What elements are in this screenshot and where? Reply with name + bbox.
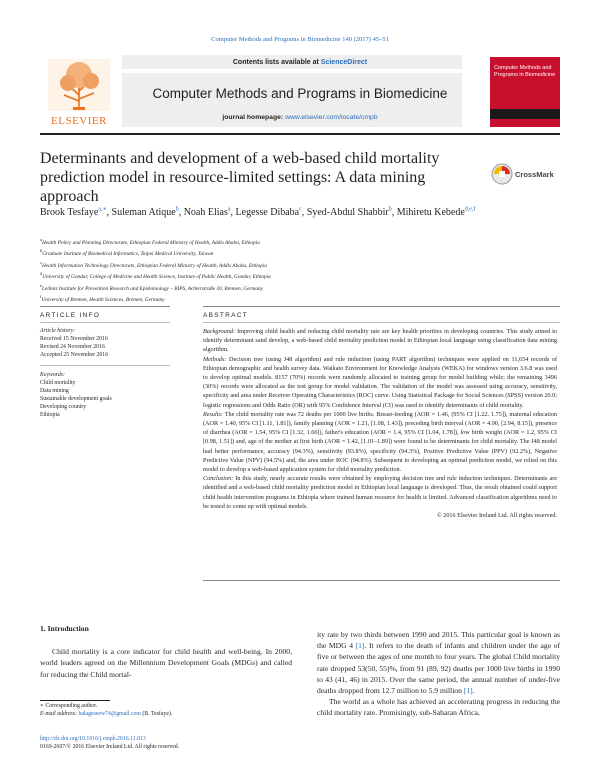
cover-title: Computer Methods and Programs in Biomedicine [494,65,556,78]
affiliation-text: Leibniz Institute for Prevention Research and Epidemiology – BIPS, Achterstraße 30, Bremen, Germany [41,285,263,292]
affiliation-item [40,282,560,293]
conclusion-text: In this study, nearly accurate results were obtained by employing decision tree and rule induction techniques. Determinants are identified and a web-based child mortality prediction model in Ethiopian local language is developed. Thus, the result obtained could support child health intervention programs in Ethiopia where trained human resource for health is limited. Advanced classification algorithms need to be tested to come up with optimal models. [203,475,558,510]
keyword-item: Ethiopia [40,412,60,418]
results-text: The child mortality rate was 72 deaths per 1000 live births. Breast-feeding (AOR = 1.46, (95% CI [1.22. 1.75]), maternal education (AOR = 1.40, 95% CI [1.11, 1.81]), family planning (AOR = 1.21, [1.08, 1.43]), preceding birth interval (AOR = 4.90, [2.94, 8.15]), presence of diarrhea (AOR = 1.54, 95% CI [1.32, 1.66]), father's education (AOR = 1.4, 95% CI [1.04, 1.78]), low birth weight (AOR = 1.2, 95% CI [0.98, 1.51]) and, age of the mother at first birth (AOR = 1.42, [1.01–1.89]) were found to be determinants for child mortality. The J48 model had better performance, accuracy (94.3%), sensitivity (93.8%), specificity (94.3%), Positive Predictive Value (PPV) (92.2%), Negative Predictive Value (NPV) (94.5%) and, the area under ROC (94.8%). Subsequent to developing an optimal prediction model, we relied on this model to develop a web-based application system for child mortality prediction. [203,410,558,474]
affiliation-text: Health Policy and Planning Directorate, Ethiopian Federal Ministry of Health, Addis Ababa, Ethiopia [41,239,260,246]
author[interactable] [40,207,112,218]
body-text: . It refers to the death of infants and children under the age of five or between the ages of one month to four years. The global Child mortality rate dropped 53(50, 55)%, from 91 (89, 92) deaths per 1000 live births in 1990 to 43 (41, 46) in 2015. Over the same period, the annual number of under-five deaths dropped from 12.7 million to 5.9 million [317,641,560,696]
abstract-heading: ABSTRACT [203,312,249,319]
affiliation-item [40,236,560,247]
history-accepted: Accepted 25 November 2016 [40,352,109,358]
sciencedirect-link[interactable]: ScienceDirect [320,59,368,66]
email-suffix: (B. Tesfaye). [142,710,173,717]
body-right-column [317,629,560,719]
author[interactable] [397,207,476,218]
author-list [40,203,540,220]
section-heading: 1. Introduction [40,624,89,633]
article-info [40,327,170,419]
email-note [40,711,292,719]
abstract-methods [203,355,557,410]
abstract-conclusion [203,474,557,511]
footnote-rule [40,700,110,701]
affiliation-item [40,247,560,258]
abstract-copyright: © 2016 Elsevier Ireland Ltd. All rights reserved. [437,512,557,520]
author-affiliation-marker[interactable]: b [388,207,392,213]
author-name: Brook Tesfaye [40,207,99,219]
body-text: ity rate by two thirds between 1990 and 2015. This particular goal is known as the MDG 4 [317,630,560,651]
affiliation-item [40,293,560,304]
corresponding-author-note: ∗ Corresponding author. [40,703,98,709]
homepage-link[interactable]: www.elsevier.com/locate/cmpb [285,114,378,121]
cover-bar [490,109,560,119]
body-left-column [40,623,292,680]
history-label: Article history: [40,328,76,334]
keywords-label: Keywords: [40,372,65,378]
author-name: Noah Elias [183,207,228,219]
author-name: Legesse Dibaba [235,207,300,219]
author-affiliation-marker[interactable]: c [299,207,302,213]
journal-title: Computer Methods and Programs in Biomedicine [152,86,448,101]
methods-text: Decision tree (using J48 algorithm) and rule induction (using PART algorithm) techniques were applied on 11,654 records of Ethiopian demographic and health survey data. Waikato Environment for Knowledge Analysis (WEKA) for windows version 3.6.8 was used to develop optimal models. 8157 (70%) records were randomly allocated to training group for model building while; the remaining 3496 (30%) records were allocated as the test group for model validation. The validation of the model was assessed using accuracy, sensitivity, specificity and area under Receiver Operating Characteristics (ROC) curve. Using Statistical Package for Social Sciences (SPSS) version 20.0; logistic regressions and Odds Ratio (OR) with 95% Confidence Interval (CI) was used to identify determinants of child mortality. [203,355,558,409]
article-title: Determinants and development of a web-based child mortality prediction model in resource-limited settings: A data mining approach [40,150,440,205]
affiliation-marker: a [40,237,42,242]
abstract-bottom-rule [203,580,560,581]
doi-link[interactable]: http://dx.doi.org/10.1016/j.cmpb.2016.11.013 [40,736,146,742]
body-text: . [472,686,475,696]
intro-paragraph-2: The world as a whole has achieved an accelerating progress in reducing the child mortality rate. Promisingly, sub-Saharan Africa, [317,697,560,718]
crossmark-button[interactable] [491,163,566,191]
crossmark-icon [491,163,513,185]
masthead-rule [40,133,560,135]
abstract-body [203,327,557,520]
author-affiliation-marker[interactable]: a [227,207,231,213]
affiliation-item [40,270,560,281]
author[interactable] [184,207,236,218]
affiliations [40,236,560,305]
keyword-item: Child mortality [40,380,76,386]
abstract-sub-rule [203,322,560,323]
keyword-item: Sustainable development goals [40,396,112,402]
affiliation-marker: b [40,248,43,254]
homepage-label: journal homepage: [222,114,286,121]
affiliation-text: Graduate Institute of Biomedical Informatics, Taipei Medical University, Taiwan [42,251,214,258]
affiliation-item [40,259,560,270]
affiliation-marker: e [40,282,42,288]
author[interactable] [307,207,397,218]
contents-line [40,59,560,66]
author-separator: , [301,207,307,219]
issn-line: 0169-2607/© 2016 Elsevier Ireland Ltd. All rights reserved. [40,743,180,750]
reference-link[interactable]: [1] [463,686,473,696]
article-meta [40,736,292,752]
results-label: Results: [203,410,223,418]
author[interactable] [112,207,184,218]
author-affiliation-marker[interactable]: d,e,f [464,207,476,213]
author-name: Mihiretu Kebede [396,207,465,219]
author-name: Suleman Atique [111,207,176,219]
affiliation-text: University of Bremen, Health Sciences, Bremen, Germany [41,297,165,304]
intro-paragraph-continued [317,629,560,696]
info-divider [40,365,170,366]
history-received: Received 15 November 2016 [40,336,108,342]
abstract-background [203,327,557,355]
abstract-top-rule [203,306,560,307]
author-name: Syed-Abdul Shabbir [306,207,389,219]
history-revised: Revised 24 November 2016 [40,344,105,350]
email-label: E-mail address: [40,710,77,717]
crossmark-label: CrossMark [515,170,554,179]
background-text: Improving child health and reducing child mortality rate are key health priorities in developing countries. This study aimed to identify determinant sand develop, a web-based child mortality prediction model in Ethiopian local language using classification data mining algorithm. [203,328,558,354]
article-info-sub-rule [40,322,170,323]
journal-homepage [40,114,560,121]
affiliation-text: Health Information Technology Directorate, Ethiopian Federal Ministry of Health, Addis Ababa, Ethiopia [41,262,268,269]
article-info-heading: ARTICLE INFO [40,312,101,319]
author-separator: , [391,207,397,219]
email-link[interactable]: balageseew74@gmail.com [78,710,141,717]
author-affiliation-marker[interactable]: a,∗ [98,207,107,213]
affiliation-text: University of Gondar, College of Medicine and Health Science, Institute of Public Health, Gondar, Ethiopia [42,274,271,281]
author[interactable] [236,207,307,218]
affiliation-marker: f [40,294,42,300]
author-separator: , [178,207,184,219]
keyword-item: Data mining [40,388,69,394]
journal-cover-thumbnail [490,57,560,127]
contents-prefix: Contents lists available at [232,59,321,66]
abstract-results [203,410,557,474]
running-head[interactable]: Computer Methods and Programs in Biomedicine 140 (2017) 45–51 [211,36,389,43]
affiliation-marker: d [40,271,43,277]
keyword-item: Developing country [40,404,87,410]
author-affiliation-marker[interactable]: b [175,207,179,213]
intro-paragraph: Child mortality is a core indicator for child health and well-being. In 2000, world leaders agreed on the Millennium Development Goals (MDGs) and called for reducing the Child mortal- [40,647,292,679]
reference-link[interactable]: [1] [355,641,365,651]
footnotes [40,703,292,719]
background-label: Background: [203,328,236,335]
methods-label: Methods: [203,355,227,363]
affiliation-marker: c [40,259,42,265]
author-separator: , [230,207,236,219]
author-separator: , [106,207,112,219]
publisher-logo-text: ELSEVIER [51,115,107,127]
journal-masthead [40,55,560,131]
conclusion-label: Conclusion: [203,475,234,483]
article-info-top-rule [40,306,170,307]
